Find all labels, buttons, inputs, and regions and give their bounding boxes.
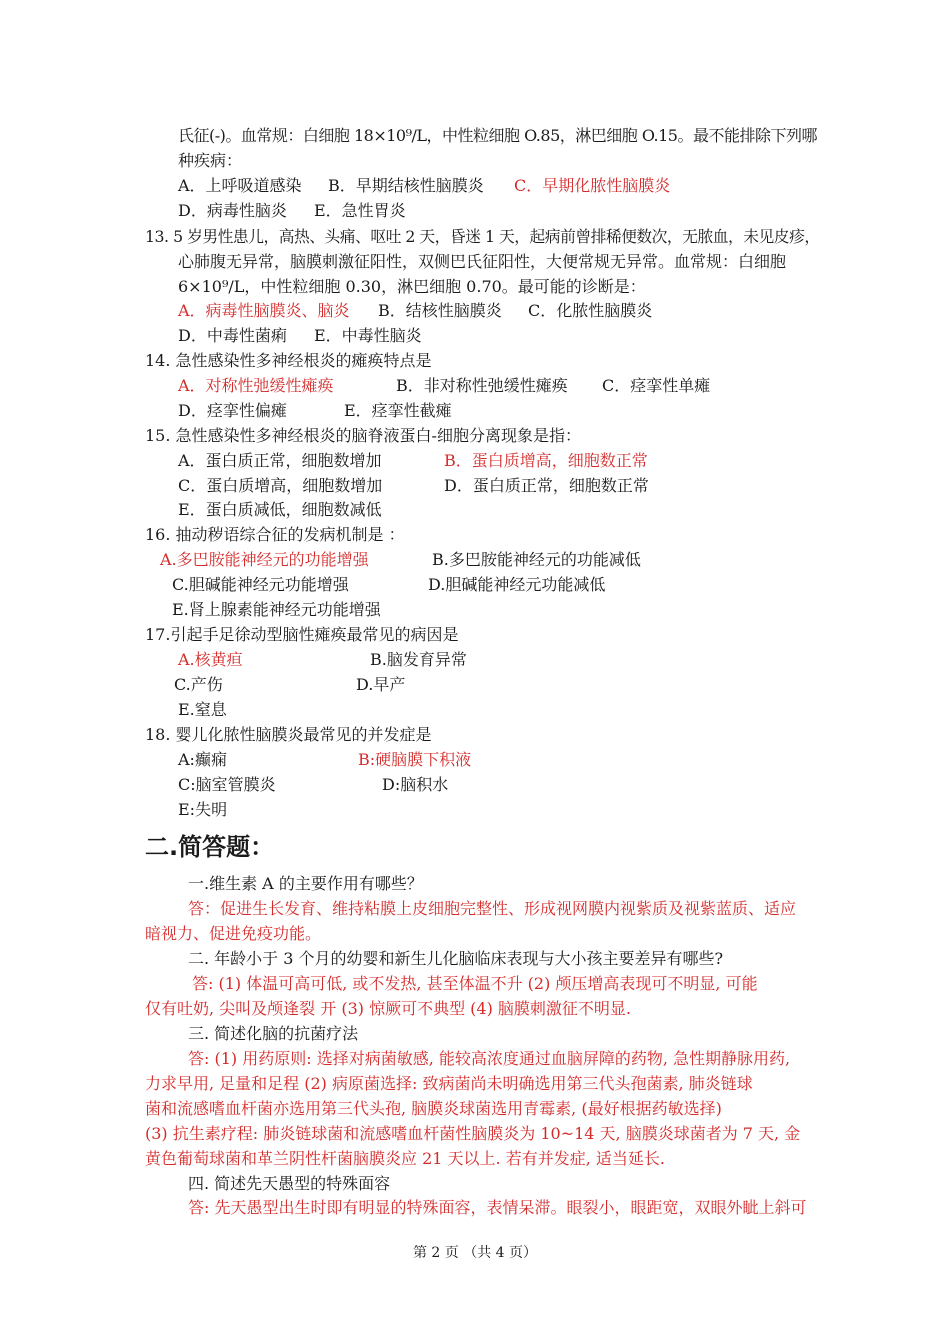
q12-option-b: B．早期结核性脑膜炎 xyxy=(328,176,484,195)
sa3-answer-line5: 黄色葡萄球菌和革兰阴性杆菌脑膜炎应 21 天以上. 若有并发症, 适当延长. xyxy=(145,1149,665,1168)
q14-option-e: E．痉挛性截瘫 xyxy=(344,401,452,420)
q12-stem-line1: 氏征(-)。血常规：白细胞 18×10⁹/L，中性粒细胞 O.85，淋巴细胞 O.15。最不能排除下列哪 xyxy=(178,126,817,145)
q13-option-b: B．结核性脑膜炎 xyxy=(378,301,502,320)
q15-option-d: D．蛋白质正常，细胞数正常 xyxy=(444,476,649,495)
sa3-answer-line1: 答: (1) 用药原则: 选择对病菌敏感, 能较高浓度通过血脑屏障的药物, 急性期静脉用药, xyxy=(188,1049,791,1068)
q16-option-d: D.胆碱能神经元功能减低 xyxy=(428,575,606,594)
q13-stem-line3: 6×10⁹/L，中性粒细胞 0.30，淋巴细胞 0.70。最可能的诊断是： xyxy=(178,277,646,296)
sa3-answer-line3: 菌和流感嗜血杆菌亦选用第三代头孢, 脑膜炎球菌选用青霉素, (最好根据药敏选择) xyxy=(145,1099,722,1118)
sa4-question: 四. 简述先天愚型的特殊面容 xyxy=(188,1174,391,1193)
q15-option-e: E．蛋白质减低，细胞数减低 xyxy=(178,500,382,519)
q14-stem: 14. 急性感染性多神经根炎的瘫痪特点是 xyxy=(145,351,432,370)
q16-option-a-answer: A.多巴胺能神经元的功能增强 xyxy=(160,550,369,569)
q17-option-a-answer: A.核黄疸 xyxy=(178,650,243,669)
q18-stem: 18. 婴儿化脓性脑膜炎最常见的并发症是 xyxy=(145,725,432,744)
q12-option-a: A．上呼吸道感染 xyxy=(178,176,302,195)
page-footer: 第 2 页 （共 4 页） xyxy=(412,1245,538,1261)
sa3-answer-line4: (3) 抗生素疗程: 肺炎链球菌和流感嗜血杆菌性脑膜炎为 10~14 天, 脑膜炎球菌者为 7 天, 金 xyxy=(145,1124,801,1143)
q16-stem: 16. 抽动秽语综合征的发病机制是 ： xyxy=(145,525,405,544)
q13-option-d: D．中毒性菌痢 xyxy=(178,326,287,345)
sa4-answer-line1: 答: 先天愚型出生时即有明显的特殊面容，表情呆滞。眼裂小，眼距宽，双眼外眦上斜可 xyxy=(188,1198,807,1217)
q13-option-e: E．中毒性脑炎 xyxy=(314,326,422,345)
sa1-question: 一.维生素 A 的主要作用有哪些？ xyxy=(188,874,423,893)
sa1-answer-line2: 暗视力、促进免疫功能。 xyxy=(145,924,322,943)
q12-option-e: E．急性胃炎 xyxy=(314,201,406,220)
q12-stem-line2: 种疾病： xyxy=(178,151,243,170)
sa2-answer-line2: 仅有吐奶, 尖叫及颅逢裂 开 (3) 惊厥可不典型 (4) 脑膜刺激征不明显. xyxy=(145,999,632,1018)
q15-option-b-answer: B．蛋白质增高，细胞数正常 xyxy=(444,451,648,470)
q16-option-b: B.多巴胺能神经元的功能减低 xyxy=(432,550,641,569)
sa1-answer-line1: 答：促进生长发育、维持粘膜上皮细胞完整性、形成视网膜内视紫质及视紫蓝质、适应 xyxy=(188,899,797,918)
q15-option-a: A．蛋白质正常，细胞数增加 xyxy=(178,451,382,470)
q17-option-d: D.早产 xyxy=(356,675,406,694)
q15-option-c: C．蛋白质增高，细胞数增加 xyxy=(178,476,383,495)
section-heading-short-answer: 二.简答题： xyxy=(145,833,275,861)
sa3-answer-line2: 力求早用, 足量和足程 (2) 病原菌选择: 致病菌尚未明确选用第三代头孢菌素, 肺炎链球 xyxy=(145,1074,753,1093)
sa2-question: 二. 年龄小于 3 个月的幼婴和新生儿化脑临床表现与大小孩主要差异有哪些? xyxy=(188,949,724,968)
q17-option-b: B.脑发育异常 xyxy=(370,650,467,669)
q12-option-c-answer: C．早期化脓性脑膜炎 xyxy=(514,176,671,195)
q14-option-c: C．痉挛性单瘫 xyxy=(602,376,711,395)
q14-option-b: B．非对称性弛缓性瘫痪 xyxy=(396,376,568,395)
q14-option-a-answer: A．对称性弛缓性瘫痪 xyxy=(178,376,334,395)
q17-stem: 17.引起手足徐动型脑性瘫痪最常见的病因是 xyxy=(145,625,459,644)
q13-stem-line1: 13. 5 岁男性患儿，高热、头痛、呕吐 2 天，昏迷 1 天，起病前曾排稀便数次，无脓血，未见皮疹， xyxy=(145,227,820,246)
q16-option-c: C.胆碱能神经元功能增强 xyxy=(172,575,349,594)
q18-option-c: C:脑室管膜炎 xyxy=(178,775,276,794)
sa2-answer-line1: 答: (1) 体温可高可低, 或不发热, 甚至体温不升 (2) 颅压增高表现可不明显, 可能 xyxy=(192,974,758,993)
q13-option-a-answer: A．病毒性脑膜炎、脑炎 xyxy=(178,301,350,320)
q17-option-c: C.产伤 xyxy=(174,675,223,694)
q17-option-e: E.窒息 xyxy=(178,700,227,719)
q18-option-d: D:脑积水 xyxy=(382,775,449,794)
q14-option-d: D．痉挛性偏瘫 xyxy=(178,401,287,420)
q18-option-b-answer: B:硬脑膜下积液 xyxy=(358,750,472,769)
q18-option-e: E:失明 xyxy=(178,800,228,819)
q12-option-d: D．病毒性脑炎 xyxy=(178,201,287,220)
q18-option-a: A:癫痫 xyxy=(178,750,227,769)
sa3-question: 三. 简述化脑的抗菌疗法 xyxy=(188,1024,359,1043)
q13-stem-line2: 心肺腹无异常，脑膜刺激征阳性，双侧巴氏征阳性，大便常规无异常。血常规：白细胞 xyxy=(178,252,787,271)
q16-option-e: E.肾上腺素能神经元功能增强 xyxy=(172,600,381,619)
q15-stem: 15. 急性感染性多神经根炎的脑脊液蛋白-细胞分离现象是指： xyxy=(145,426,581,445)
q13-option-c: C．化脓性脑膜炎 xyxy=(528,301,653,320)
